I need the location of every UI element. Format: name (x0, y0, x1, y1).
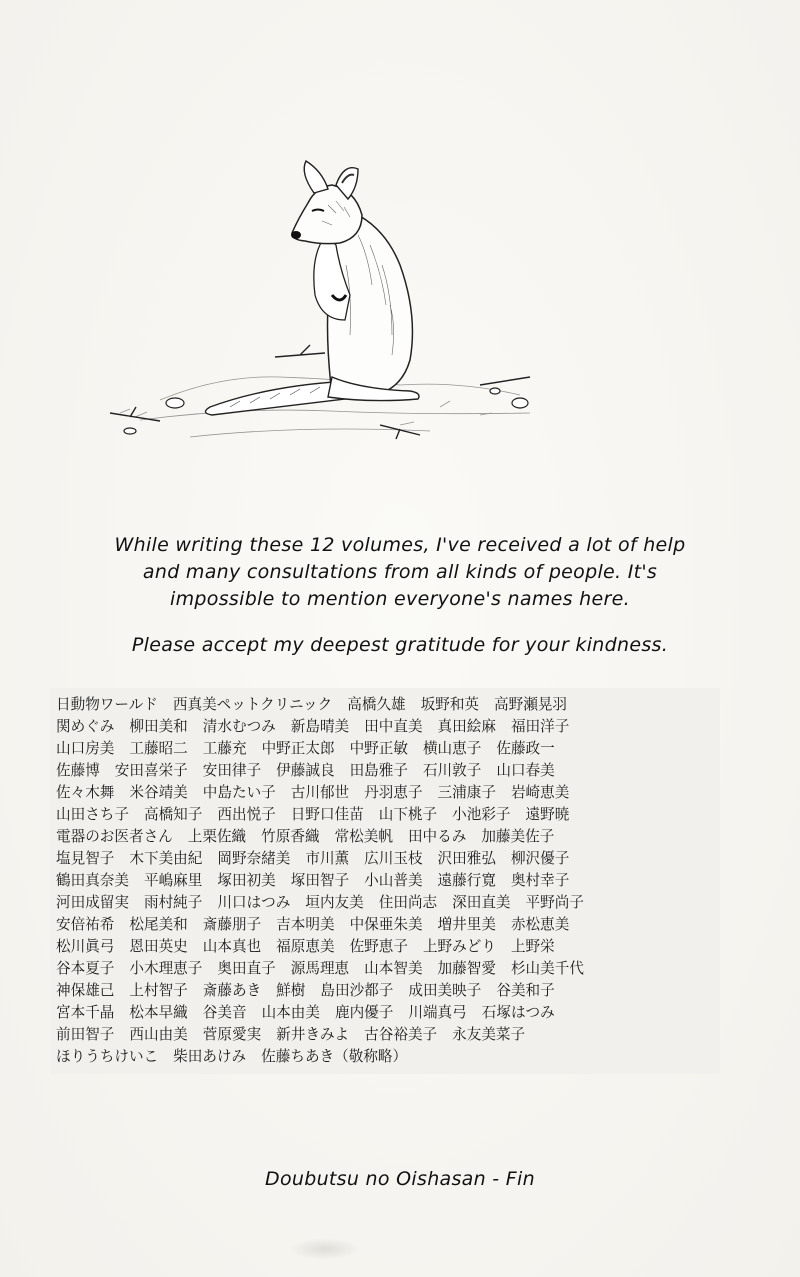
credit-name: 高橋知子 (143, 806, 203, 823)
credit-name: 小山普美 (364, 872, 423, 889)
credit-name: 山下桃子 (378, 806, 438, 823)
credit-name: 奥村幸子 (510, 872, 570, 889)
credit-name: 電器のお医者さん (56, 828, 173, 845)
credit-name: 山本由美 (261, 1004, 320, 1021)
credit-row (56, 1002, 716, 1024)
credit-name: 鮮樹 (276, 982, 306, 999)
credit-name: 斎藤朋子 (202, 916, 262, 933)
credit-name: 山田さち子 (56, 806, 129, 823)
credit-name: 平野尚子 (525, 894, 584, 911)
credit-name: 伊藤誠良 (276, 762, 335, 779)
credit-name: 三浦康子 (437, 784, 496, 801)
credit-name: 関めぐみ (56, 718, 115, 735)
credit-name: 真田絵麻 (437, 718, 496, 735)
credit-name: 竹原香織 (261, 828, 320, 845)
credit-name: 杉山美千代 (510, 960, 584, 977)
credit-name: 米谷靖美 (129, 784, 188, 801)
credit-name: 源馬理恵 (290, 960, 350, 977)
credit-name: 田島雅子 (349, 762, 408, 779)
credit-name: 山口春美 (496, 762, 555, 779)
credit-name: 坂野和英 (420, 696, 480, 713)
credit-name: 日野口佳苗 (290, 806, 364, 823)
credit-name: 柳沢優子 (510, 850, 570, 867)
credit-name: 加藤美佐子 (481, 828, 555, 845)
credit-row (56, 870, 716, 892)
credit-name: 松川眞弓 (56, 938, 115, 955)
credit-name: 前田智子 (56, 1026, 115, 1043)
credit-name: 遠野暁 (525, 806, 570, 823)
credit-name: 松本早織 (129, 1004, 188, 1021)
credit-name: 中保亜朱美 (349, 916, 423, 933)
credit-name: 中野正太郎 (261, 740, 335, 757)
credit-row (56, 848, 716, 870)
credit-name: 谷美和子 (496, 982, 555, 999)
credit-name: 佐藤ちあき（敬称略） (261, 1048, 408, 1065)
credit-name: 菅原愛実 (202, 1026, 262, 1043)
credit-name: 深田直美 (452, 894, 511, 911)
credit-name: 安田律子 (202, 762, 262, 779)
credit-row (56, 694, 716, 716)
credit-name: 雨村純子 (143, 894, 203, 911)
credit-name: 斎藤あき (202, 982, 262, 999)
credit-name: 中野正敏 (349, 740, 408, 757)
credit-name: 福原恵美 (276, 938, 335, 955)
credit-name: 上栗佐織 (187, 828, 247, 845)
credit-name: 川端真弓 (408, 1004, 467, 1021)
credit-name: 岡野奈緒美 (217, 850, 291, 867)
credit-name: 奥田直子 (217, 960, 276, 977)
credit-name: 常松美帆 (334, 828, 393, 845)
credit-name: 神保雄己 (56, 982, 115, 999)
credit-name: 山本真也 (202, 938, 262, 955)
credit-name: 遠藤行寛 (437, 872, 496, 889)
credit-row (56, 980, 716, 1002)
credit-name: 恩田英史 (129, 938, 188, 955)
credit-name: 柳田美和 (129, 718, 188, 735)
message-line-1: While writing these 12 volumes, I've received a lot of help (114, 534, 686, 556)
credit-name: 山口房美 (56, 740, 115, 757)
credit-name: 宮本千晶 (56, 1004, 115, 1021)
credit-row (56, 1046, 716, 1068)
credit-row (56, 1024, 716, 1046)
message-line-3: impossible to mention everyone's names here. (170, 588, 630, 610)
credit-name: 鶴田真奈美 (56, 872, 129, 889)
credit-name: 安倍祐希 (56, 916, 115, 933)
print-smudge (290, 1238, 360, 1260)
credit-name: 工藤充 (202, 740, 247, 757)
credit-row (56, 716, 716, 738)
credit-row (56, 936, 716, 958)
credit-row (56, 892, 716, 914)
credit-name: 木下美由紀 (129, 850, 203, 867)
credit-name: 市川薫 (305, 850, 350, 867)
credit-row (56, 826, 716, 848)
credit-row (56, 782, 716, 804)
credit-name: 鹿内優子 (334, 1004, 394, 1021)
credit-name: 山本智美 (364, 960, 423, 977)
credit-name: 佐々木舞 (56, 784, 115, 801)
wallaby-illustration (100, 145, 560, 455)
credit-name: 清水むつみ (202, 718, 276, 735)
credit-name: 塩見智子 (56, 850, 115, 867)
credit-name: 田中直美 (364, 718, 423, 735)
credit-name: 西真美ペットクリニック (172, 696, 333, 713)
credit-name: 上野栄 (510, 938, 555, 955)
credit-name: 高野瀬晃羽 (494, 696, 568, 713)
credit-name: 谷美音 (202, 1004, 247, 1021)
credit-name: 沢田雅弘 (437, 850, 496, 867)
credit-name: 上野みどり (422, 938, 496, 955)
credit-row (56, 738, 716, 760)
credit-name: 住田尚志 (378, 894, 438, 911)
credit-name: 高橋久雄 (347, 696, 406, 713)
gratitude-message (40, 632, 760, 659)
series-end-caption: Doubutsu no Oishasan - Fin (265, 1168, 535, 1190)
credit-name: 福田洋子 (510, 718, 570, 735)
credit-name: 佐野恵子 (349, 938, 408, 955)
credit-name: 河田成留実 (56, 894, 129, 911)
credit-name: 古川郁世 (290, 784, 350, 801)
credit-row (56, 760, 716, 782)
credit-name: 小池彩子 (452, 806, 511, 823)
credit-name: 垣内友美 (305, 894, 364, 911)
credit-name: 上村智子 (129, 982, 188, 999)
credit-name: 加藤智愛 (437, 960, 496, 977)
credit-name: 塚田智子 (290, 872, 350, 889)
credit-name: 横山恵子 (422, 740, 482, 757)
credit-name: 西出悦子 (217, 806, 276, 823)
credit-name: 新井きみよ (276, 1026, 350, 1043)
credit-row (56, 914, 716, 936)
credit-name: 谷本夏子 (56, 960, 115, 977)
credit-name: 日動物ワールド (56, 696, 158, 713)
credit-name: ほりうちけいこ (56, 1048, 159, 1065)
credit-name: 島田沙都子 (320, 982, 394, 999)
credit-name: 安田喜栄子 (114, 762, 188, 779)
credit-name: 広川玉枝 (364, 850, 423, 867)
credit-name: 石川敦子 (422, 762, 482, 779)
credit-name: 平嶋麻里 (143, 872, 203, 889)
credit-name: 小木理恵子 (129, 960, 203, 977)
credits-name-list (50, 688, 720, 1074)
credit-row (56, 804, 716, 826)
message-line-4: Please accept my deepest gratitude for your kindness. (131, 634, 669, 656)
credit-name: 工藤昭二 (129, 740, 188, 757)
credit-name: 中島たい子 (202, 784, 276, 801)
credit-name: 永友美菜子 (452, 1026, 526, 1043)
credit-name: 佐藤政一 (496, 740, 555, 757)
thank-you-message (40, 532, 760, 613)
credit-name: 松尾美和 (129, 916, 188, 933)
credit-name: 柴田あけみ (173, 1048, 247, 1065)
credit-name: 塚田初美 (217, 872, 276, 889)
credit-name: 田中るみ (407, 828, 467, 845)
credit-row (56, 958, 716, 980)
credit-name: 佐藤博 (56, 762, 100, 779)
credit-name: 吉本明美 (276, 916, 335, 933)
credit-name: 増井里美 (437, 916, 496, 933)
credit-name: 川口はつみ (217, 894, 291, 911)
credit-name: 成田美映子 (408, 982, 482, 999)
credit-name: 石塚はつみ (481, 1004, 555, 1021)
credit-name: 西山由美 (129, 1026, 188, 1043)
message-line-2: and many consultations from all kinds of people. It's (142, 561, 658, 583)
credit-name: 丹羽恵子 (364, 784, 423, 801)
credit-name: 赤松恵美 (510, 916, 570, 933)
credit-name: 古谷裕美子 (364, 1026, 438, 1043)
credit-name: 岩崎恵美 (510, 784, 570, 801)
credit-name: 新島晴美 (290, 718, 350, 735)
